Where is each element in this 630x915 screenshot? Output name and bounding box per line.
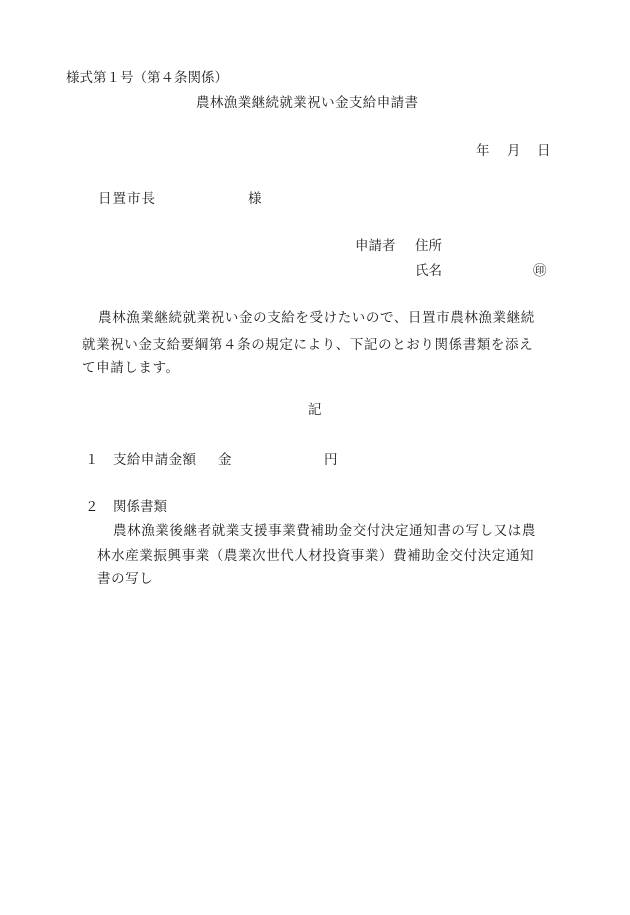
applicant-label: 申請者 bbox=[355, 238, 396, 254]
addressee-name: 日置市長 bbox=[98, 191, 156, 207]
date-month-label: 月 bbox=[507, 143, 521, 159]
item-1-prefix: 金 bbox=[218, 452, 232, 468]
item-2-line-2: 林水産業振興事業（農業次世代人材投資事業）費補助金交付決定通知 bbox=[97, 548, 535, 564]
date-year-label: 年 bbox=[476, 143, 490, 159]
item-2-line-3: 書の写し bbox=[97, 571, 154, 587]
item-1-label: 支給申請金額 bbox=[113, 452, 197, 468]
ki-heading: 記 bbox=[308, 402, 322, 418]
item-2-label: 関係書類 bbox=[113, 499, 167, 515]
name-label: 氏名 bbox=[415, 263, 442, 279]
item-1-unit: 円 bbox=[324, 452, 338, 468]
item-2-line-1: 農林漁業後継者就業支援事業費補助金交付決定通知書の写し又は農 bbox=[113, 523, 536, 539]
form-title: 農林漁業継続就業祝い金支給申請書 bbox=[196, 95, 419, 111]
form-number: 様式第１号（第４条関係） bbox=[66, 70, 228, 86]
date-day-label: 日 bbox=[537, 143, 551, 159]
body-line-2: 就業祝い金支給要綱第４条の規定により、下記のとおり関係書類を添え bbox=[82, 337, 534, 353]
address-label: 住所 bbox=[415, 238, 442, 254]
item-2-number: ２ bbox=[85, 499, 99, 515]
body-line-1: 農林漁業継続就業祝い金の支給を受けたいので、日置市農林漁業継続 bbox=[98, 310, 535, 326]
seal-mark: ㊞ bbox=[533, 263, 547, 279]
addressee-honorific: 様 bbox=[248, 191, 262, 207]
body-line-3: て申請します。 bbox=[82, 360, 180, 376]
item-1-number: １ bbox=[85, 452, 99, 468]
